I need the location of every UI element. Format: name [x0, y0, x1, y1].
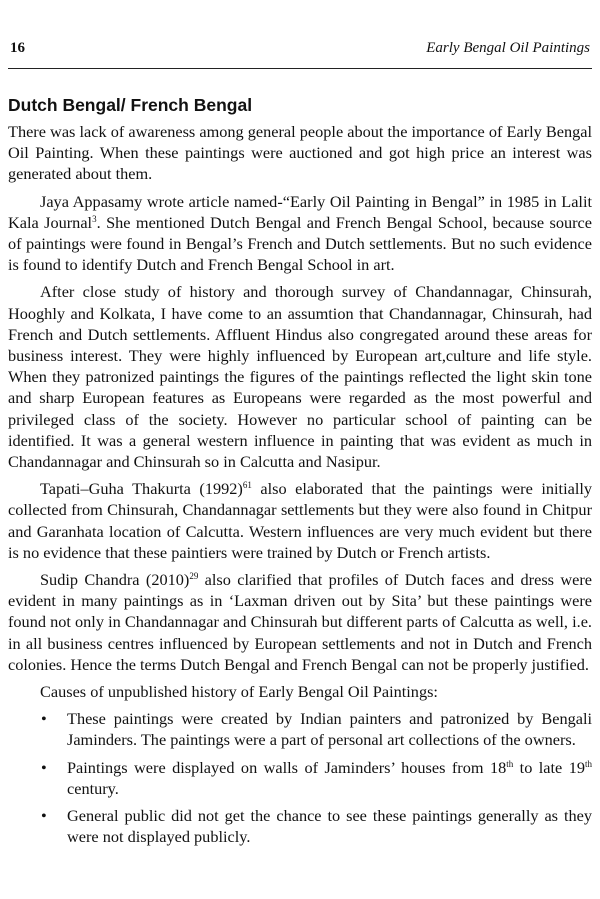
- paragraph: After close study of history and thorough survey of Chandannagar, Chinsurah, Hooghly and Kolkata, I have come to an assumtion that Chandannagar, Chinsurah, had French and Dutch settlements. Affluent Hindus also congregated around these areas for business interest. They were highly influenced by European art,culture and life style. When they patronized paintings the figures of the paintings reflected the light skin tone and sharp European features as Europeans were regarded as the most powerful and privileged class of the society. However no particular school of painting can be identified. It was a general western influence in painting that was evident as much in Chandannagar and Chinsurah so in Calcutta and Nasipur.: [8, 282, 592, 472]
- paragraph-text: Tapati–Guha Thakurta (1992): [40, 479, 243, 499]
- body-text: [8, 121, 592, 854]
- ordinal-suffix: th: [506, 758, 514, 769]
- footnote-ref: 61: [242, 480, 252, 491]
- running-header: [10, 40, 590, 57]
- list-item-text: century.: [67, 778, 119, 798]
- header-rule: [8, 68, 592, 69]
- paragraph: [8, 478, 592, 563]
- list-item: [8, 708, 592, 750]
- paragraph: There was lack of awareness among general people about the importance of Early Bengal Oil Painting. When these paintings were auctioned and got high price an interest was generated about them.: [8, 122, 592, 184]
- list-item-text: to late 19: [513, 757, 585, 777]
- bullet-icon: •: [41, 806, 47, 826]
- list-item: [8, 757, 592, 799]
- running-title: Early Bengal Oil Paintings: [426, 40, 590, 56]
- paragraph-text: Jaya Appasamy wrote article named-“Early Oil Painting in Bengal” in 1985 in Lalit Kala Journal: [8, 191, 592, 232]
- paragraph: Causes of unpublished history of Early Bengal Oil Paintings:: [40, 682, 438, 702]
- footnote-ref: 3: [92, 213, 97, 224]
- list-item: [8, 805, 592, 847]
- bullet-icon: •: [41, 709, 47, 729]
- list-item-text: These paintings were created by Indian painters and patronized by Bengali Jaminders. The paintings were a part of personal art collections of the owners.: [67, 709, 592, 750]
- paragraph-text: also elaborated that the paintings were initially collected from Chinsurah, Chandannagar settlements but they were also found in Chitpur and Garanhata location of Calcutta. Western influences are very much evident but there is no evidence that these paintiers were trained by Dutch or French artists.: [8, 479, 593, 562]
- paragraph: [8, 191, 592, 276]
- ordinal-suffix: th: [585, 758, 593, 769]
- section-heading: Dutch Bengal/ French Bengal: [8, 95, 253, 115]
- paragraph-text: also clarified that profiles of Dutch faces and dress were evident in many paintings as in ‘Laxman driven out by Sita’ but these paintings were found not only in Chandannagar and Chinsurah but different parts of Calcutta as well, i.e. in all business centres influenced by European settlements and not in Dutch and French colonies. Hence the terms Dutch Bengal and French Bengal can not be properly justified.: [8, 570, 593, 674]
- list-item-text: Paintings were displayed on walls of Jaminders’ houses from 18: [67, 757, 507, 777]
- list-item-text: General public did not get the chance to see these paintings generally as they were not displayed publicly.: [67, 806, 592, 847]
- footnote-ref: 29: [189, 571, 199, 582]
- bullet-list: [8, 708, 592, 847]
- paragraph: [8, 569, 592, 675]
- paragraph-text: Sudip Chandra (2010): [40, 570, 190, 590]
- page-number: 16: [10, 40, 25, 56]
- paragraph-text: . She mentioned Dutch Bengal and French Bengal School, because source of paintings were found in Bengal’s French and Dutch settlements. But no such evidence is found to identify Dutch and French Bengal School in art.: [8, 212, 592, 275]
- bullet-icon: •: [41, 757, 47, 777]
